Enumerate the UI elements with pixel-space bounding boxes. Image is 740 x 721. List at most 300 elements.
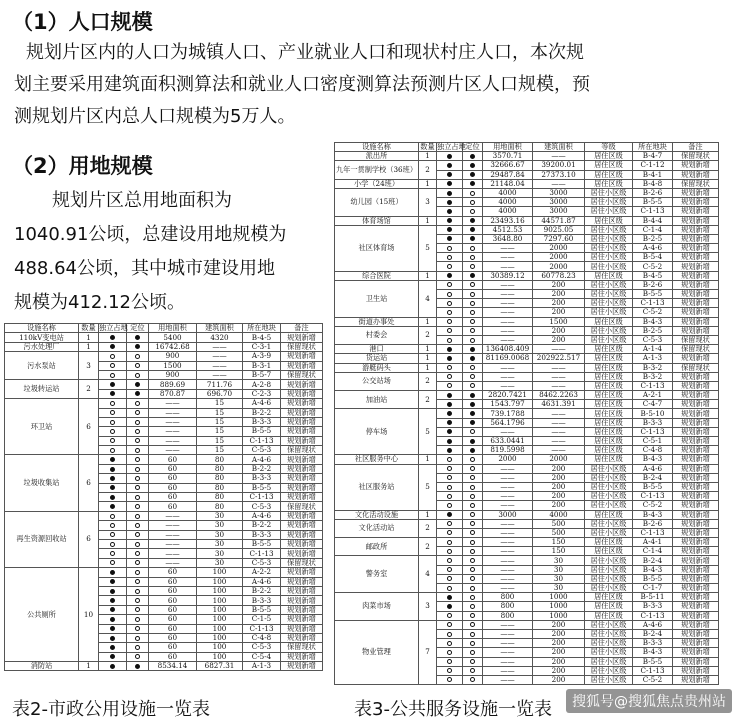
table-cell: —— [483,584,533,593]
facility-count: 1 [419,354,437,363]
table-cell: 规划新增 [673,409,719,418]
table-cell [463,207,483,216]
table-cell: C-1-13 [633,381,673,390]
filled-dot-icon [470,236,475,241]
table-cell: —— [197,352,243,361]
table-cell: 60 [149,605,197,614]
table-cell: B-2-6 [633,280,673,289]
heading-population: （1）人口规模 [12,10,153,34]
table-cell: —— [149,436,197,445]
table-cell: B-2-2 [243,586,281,595]
table-cell [437,381,463,390]
table-cell: 870.87 [149,389,197,398]
table-cell [437,629,463,638]
hollow-dot-icon [447,310,452,315]
filled-dot-icon [470,356,475,361]
table-cell: 居住小区级 [585,629,633,638]
table-cell: 30 [197,521,243,530]
table-cell: 保留现状 [281,643,323,652]
filled-dot-icon [135,664,140,669]
table-cell: 规划新增 [281,361,323,370]
table-cell: 564.1796 [483,418,533,427]
table-cell: C-1-12 [633,161,673,170]
table-cell: B-5-5 [633,482,673,491]
table-cell [463,418,483,427]
filled-dot-icon [447,604,452,609]
table-cell [127,417,149,426]
table-cell [127,633,149,642]
hollow-dot-icon [110,410,115,415]
table-cell: —— [483,308,533,317]
table-cell: C-1-13 [633,611,673,620]
facility-count: 7 [419,620,437,684]
table-cell: C-1-13 [633,427,673,436]
table-cell: 15 [197,436,243,445]
table-cell: 60 [149,464,197,473]
table-cell [99,502,127,511]
hollow-dot-icon [447,650,452,655]
table-row [335,216,719,225]
table-cell: 规划新增 [281,436,323,445]
table-cell: 60 [149,643,197,652]
filled-dot-icon [110,467,115,472]
table-cell: 规划新增 [281,464,323,473]
table-cell: B-5-5 [243,539,281,548]
table-cell: 居住小区级 [585,584,633,593]
watermark: 搜狐号@搜狐焦点贵州站 [566,689,732,713]
table-cell: 3570.71 [483,152,533,161]
table-cell: C-5-3 [243,446,281,455]
table-cell: 规划新增 [673,629,719,638]
table-cell [99,662,127,671]
table-cell: 规划新增 [281,493,323,502]
table-cell [463,657,483,666]
table-cell: C-1-13 [243,624,281,633]
table-cell: 30 [197,511,243,520]
table-cell [99,342,127,351]
table-cell: 60778.23 [533,271,585,280]
filled-dot-icon [110,495,115,500]
table-cell: A-1-4 [633,345,673,354]
table-cell: A-4-6 [243,399,281,408]
table-cell: 规划新增 [673,280,719,289]
table-cell [437,179,463,188]
hollow-dot-icon [447,576,452,581]
table-cell [99,361,127,370]
table-cell [463,556,483,565]
table-cell: 规划新增 [673,556,719,565]
filled-dot-icon [447,209,452,214]
filled-dot-icon [110,382,115,387]
facility-name: 游艇码头 [335,363,419,372]
public-service-facilities-table [334,142,719,685]
facility-name: 邮政所 [335,538,419,556]
table-cell: C-1-4 [633,225,673,234]
filled-dot-icon [110,645,115,650]
table-cell: 30 [533,574,585,583]
table-cell: 规划新增 [673,253,719,262]
column-header: 设施名称 [335,143,419,152]
hollow-dot-icon [135,626,140,631]
table-cell: B-4-3 [633,455,673,464]
table-cell: 居住小区级 [585,639,633,648]
table-cell: 30 [533,556,585,565]
table-cell: 1543.797 [483,400,533,409]
table-cell [437,317,463,326]
table-cell: —— [483,482,533,491]
table-cell: 保留现状 [281,370,323,379]
table-cell: 200 [533,299,585,308]
table-cell [99,436,127,445]
hollow-dot-icon [447,466,452,471]
table-cell [437,611,463,620]
table-cell [463,574,483,583]
table-cell: B-3-2 [633,372,673,381]
table-cell: 居住区级 [585,372,633,381]
table-cell: 居住小区级 [585,528,633,537]
table-cell: 规划新增 [281,539,323,548]
table-cell [127,436,149,445]
table-cell: 200 [533,290,585,299]
table-cell [127,558,149,567]
table-cell: 4000 [483,207,533,216]
table-cell: 居住区级 [585,602,633,611]
table-cell: —— [483,574,533,583]
table-cell [463,354,483,363]
table-cell: A-4-6 [243,511,281,520]
table-cell: —— [483,629,533,638]
table-cell: 15 [197,427,243,436]
hollow-dot-icon [135,495,140,500]
table-cell: 规划新增 [673,234,719,243]
table-cell: —— [533,437,585,446]
table-cell: 规划新增 [673,418,719,427]
table-cell: 规划新增 [673,262,719,271]
table-cell: 60 [149,474,197,483]
table-cell: —— [533,409,585,418]
table-cell: 39200.01 [533,161,585,170]
table-cell: 80 [197,464,243,473]
hollow-dot-icon [135,617,140,622]
table-cell: 4631.391 [533,400,585,409]
filled-dot-icon [110,579,115,584]
hollow-dot-icon [447,264,452,269]
hollow-dot-icon [447,328,452,333]
table-cell: 居住区级 [585,317,633,326]
table-cell: 居住区级 [585,170,633,179]
table-cell: 2000 [533,455,585,464]
table-cell: 8534.14 [149,662,197,671]
table-cell: A-3-9 [243,352,281,361]
table-cell: 3000 [533,198,585,207]
table-cell [463,565,483,574]
table-cell: 60 [149,493,197,502]
filled-dot-icon [447,420,452,425]
table-cell: —— [149,399,197,408]
table-cell: 居住小区级 [585,648,633,657]
table-cell: 规划新增 [673,648,719,657]
table-cell: 居住区级 [585,437,633,446]
table-cell: A-4-6 [633,620,673,629]
table-cell: 规划新增 [281,389,323,398]
filled-dot-icon [135,391,140,396]
table-cell: —— [483,501,533,510]
table-cell [127,549,149,558]
hollow-dot-icon [110,523,115,528]
table-cell: 200 [533,473,585,482]
hollow-dot-icon [110,438,115,443]
table-row [335,519,719,528]
filled-dot-icon [470,163,475,168]
hollow-dot-icon [447,558,452,563]
table-cell [463,639,483,648]
table-cell [463,391,483,400]
table-cell: B-3-3 [243,417,281,426]
hollow-dot-icon [470,622,475,627]
table-cell: 规划新增 [673,198,719,207]
table-cell: C-1-13 [243,436,281,445]
table-cell [437,262,463,271]
hollow-dot-icon [470,200,475,205]
table-cell: 1000 [533,611,585,620]
table-row [5,333,323,342]
table-row [5,662,323,671]
table-cell: 3000 [483,510,533,519]
column-header: 备注 [673,143,719,152]
table-cell [99,539,127,548]
table-cell [463,427,483,436]
filled-dot-icon [447,163,452,168]
table-cell: 保留现状 [281,446,323,455]
hollow-dot-icon [470,604,475,609]
facility-count: 1 [419,271,437,280]
hollow-dot-icon [110,514,115,519]
table-cell [99,474,127,483]
table-cell: B-2-2 [243,408,281,417]
table-cell: B-2-4 [633,629,673,638]
table-cell [463,188,483,197]
table-cell: 规划新增 [281,530,323,539]
table-cell: 200 [533,675,585,684]
filled-dot-icon [447,512,452,517]
table-cell: —— [483,675,533,684]
table-cell: 500 [533,528,585,537]
filled-dot-icon [110,476,115,481]
table-cell [127,624,149,633]
table-cell: —— [149,549,197,558]
table-cell: —— [483,657,533,666]
table-cell: 规划新增 [673,225,719,234]
table-cell [437,639,463,648]
table-cell: —— [533,427,585,436]
table-cell: —— [483,326,533,335]
filled-dot-icon [110,391,115,396]
table-cell: —— [483,492,533,501]
table-cell [437,657,463,666]
filled-dot-icon [447,218,452,223]
table-cell: 居住区级 [585,152,633,161]
hollow-dot-icon [447,668,452,673]
table-cell: B-4-3 [633,510,673,519]
table-cell: 规划新增 [673,611,719,620]
hollow-dot-icon [110,560,115,565]
filled-dot-icon [470,347,475,352]
table-cell: 2000 [533,253,585,262]
table-cell: B-4-7 [633,152,673,161]
table-cell: 60 [149,596,197,605]
table-cell [463,345,483,354]
facility-name: 停车场 [335,409,419,455]
table-cell: 27373.10 [533,170,585,179]
facility-count: 1 [419,152,437,161]
table-cell [437,207,463,216]
column-header: 独立占地 [99,323,128,333]
table-cell [437,675,463,684]
hollow-dot-icon [470,632,475,637]
table-cell: 200 [533,648,585,657]
table-cell: 居住小区级 [585,207,633,216]
filled-dot-icon [447,172,452,177]
table-cell: 规划新增 [281,427,323,436]
table-cell: 居住小区级 [585,666,633,675]
table-cell: —— [149,530,197,539]
table-cell: —— [483,299,533,308]
table-cell: C-1-7 [633,584,673,593]
table-cell: 居住小区级 [585,262,633,271]
hollow-dot-icon [447,677,452,682]
table-cell: 200 [533,326,585,335]
table-cell: —— [149,427,197,436]
table-row [335,363,719,372]
hollow-dot-icon [470,485,475,490]
hollow-dot-icon [135,645,140,650]
hollow-dot-icon [447,319,452,324]
table-cell [99,446,127,455]
table-row [335,409,719,418]
table-cell: 居住小区级 [585,501,633,510]
table-cell: 60 [149,624,197,633]
hollow-dot-icon [447,282,452,287]
table-cell: B-5-5 [243,427,281,436]
table-cell: 规划新增 [281,380,323,389]
facility-count: 1 [419,455,437,464]
facility-count: 10 [79,568,99,662]
table-cell: 规划新增 [673,299,719,308]
hollow-dot-icon [135,636,140,641]
column-header: 数量 [79,324,99,333]
table-cell: B-5-7 [243,370,281,379]
hollow-dot-icon [470,246,475,251]
hollow-dot-icon [135,654,140,659]
table-cell: B-2-5 [633,234,673,243]
table-row [335,354,719,363]
table-cell [437,593,463,602]
table-cell: 29487.84 [483,170,533,179]
table-cell: 100 [197,596,243,605]
table-cell [437,391,463,400]
table-cell: 44571.87 [533,216,585,225]
table-cell: C-1-13 [633,207,673,216]
table-cell [463,326,483,335]
table-cell: 规划新增 [281,417,323,426]
table-row [5,380,323,389]
filled-dot-icon [447,439,452,444]
table-cell: 保留现状 [673,335,719,344]
table-cell: 规划新增 [281,568,323,577]
table-cell: A-4-6 [633,244,673,253]
table-cell: C-4-7 [633,400,673,409]
table-cell [437,446,463,455]
table-cell: 200 [533,657,585,666]
table-cell: 2000 [533,262,585,271]
hollow-dot-icon [110,542,115,547]
table-cell [463,675,483,684]
table-cell [437,244,463,253]
table-cell: B-5-4 [633,253,673,262]
hollow-dot-icon [447,503,452,508]
hollow-dot-icon [447,292,452,297]
filled-dot-icon [447,191,452,196]
table-cell [127,464,149,473]
table-cell: 800 [483,593,533,602]
table-cell [127,521,149,530]
filled-dot-icon [110,626,115,631]
hollow-dot-icon [447,383,452,388]
table-row [5,352,323,361]
table-cell [463,317,483,326]
para-land-line-2: 1040.91公顷，总建设用地规模为 [14,224,287,245]
table-cell: B-3-3 [243,596,281,605]
table-cell [463,409,483,418]
table-cell [127,662,149,671]
hollow-dot-icon [447,641,452,646]
table-header-row [5,324,323,333]
table-cell [437,225,463,234]
table-cell: B-3-3 [633,639,673,648]
hollow-dot-icon [447,255,452,260]
table-cell: 80 [197,483,243,492]
facility-count: 6 [79,455,99,511]
column-header: 备注 [281,324,323,333]
table-cell: B-4-5 [633,271,673,280]
filled-dot-icon [470,448,475,453]
filled-dot-icon [470,420,475,425]
table-cell: C-5-2 [633,262,673,271]
table-cell [437,620,463,629]
table-cell [99,455,127,464]
table-cell [463,593,483,602]
table-cell: 60 [149,633,197,642]
table-cell [99,558,127,567]
table-cell: B-5-11 [633,593,673,602]
facility-name: 消防站 [5,662,79,671]
table-cell: 30 [197,558,243,567]
table-cell: 居住区级 [585,400,633,409]
table-cell [463,335,483,344]
table-cell: 规划新增 [673,290,719,299]
table-cell: B-3-3 [633,602,673,611]
hollow-dot-icon [447,374,452,379]
table-cell: —— [483,253,533,262]
facility-count: 2 [419,161,437,179]
table-cell: 2820.7421 [483,391,533,400]
table-cell: B-4-5 [243,333,281,342]
hollow-dot-icon [447,485,452,490]
table-cell: —— [483,427,533,436]
table-cell: —— [483,620,533,629]
facility-name: 肉菜市场 [335,593,419,621]
filled-dot-icon [447,236,452,241]
